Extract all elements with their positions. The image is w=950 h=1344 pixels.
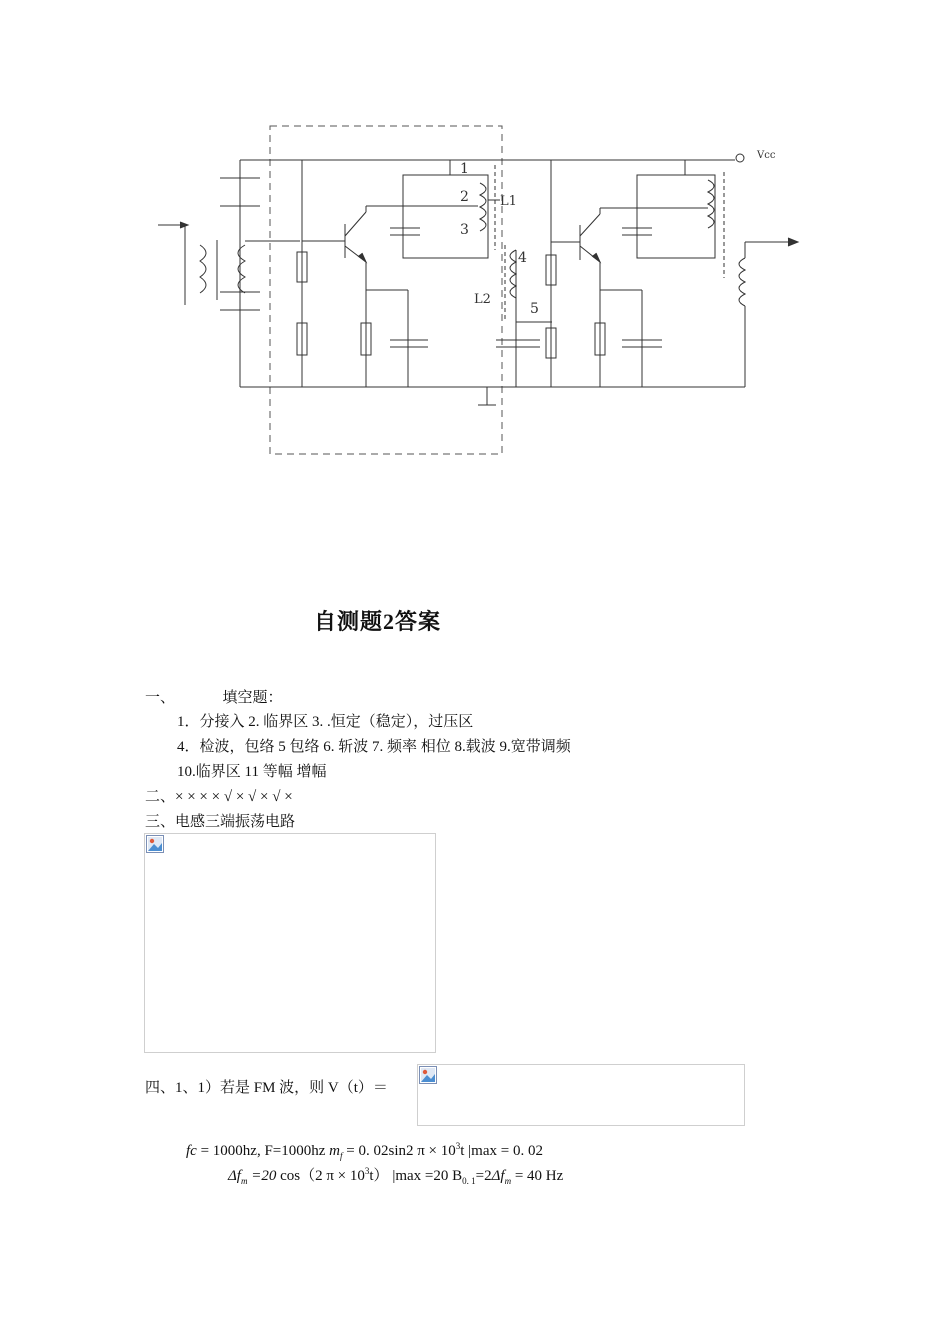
vcc-terminal [736, 154, 744, 162]
node-3-label: 3 [460, 222, 469, 238]
broken-image-placeholder [144, 833, 436, 1053]
node-5-label: 5 [530, 301, 539, 317]
l1-label: L1 [500, 194, 517, 209]
fc-symbol: fc [186, 1143, 197, 1159]
section1-number: 一、 [145, 690, 176, 706]
bandwidth-value: = 40 Hz [511, 1168, 564, 1184]
formula-line-2 [228, 1161, 563, 1191]
l2-label: L2 [474, 292, 491, 307]
b-equals: =2 [475, 1168, 492, 1184]
cos-exponent: 3 [364, 1166, 370, 1176]
section1-line2: 4．检波，包络 5 包络 6. 斩波 7. 频率 相位 8.载波 9.宽带调频 [177, 739, 571, 755]
df-symbol: Δf [228, 1168, 241, 1184]
node-2-label: 2 [460, 189, 469, 205]
mf-symbol: m [329, 1143, 340, 1159]
df-equals: =20 [247, 1168, 277, 1184]
mf-exponent: 3 [455, 1141, 461, 1151]
section2-answers: 二、× × × × √ × √ × √ × [145, 789, 293, 805]
df2-symbol: Δf [491, 1168, 505, 1184]
mf-max: t |max = 0. 02 [460, 1143, 543, 1159]
vcc-label: Vcc [757, 150, 776, 161]
oscillator-circuit-diagram [0, 0, 950, 500]
broken-image-icon [419, 1066, 437, 1084]
section3-heading: 三、电感三端振荡电路 [145, 814, 296, 830]
section1-heading [145, 688, 283, 708]
fc-values: = 1000hz, F=1000hz [196, 1143, 330, 1159]
mf-expression: = 0. 02sin2 π × 10 [342, 1143, 456, 1159]
b-subscript: 0. 1 [462, 1176, 476, 1186]
page-title: 自测题2答案 [314, 609, 442, 634]
mf-subscript: f [340, 1151, 343, 1161]
broken-image-icon [146, 835, 164, 853]
section1-line1: 1．分接入 2. 临界区 3. .恒定（稳定），过压区 [177, 714, 474, 730]
cos-expression: cos（2 π × 10 [276, 1168, 365, 1184]
formula-image-placeholder [417, 1064, 745, 1126]
df-max: |max =20 B [388, 1168, 463, 1184]
node-1-label: 1 [460, 161, 469, 177]
df-subscript: m [240, 1176, 248, 1186]
cos-tail: t） [369, 1168, 389, 1184]
section4-heading: 四、1、1）若是 FM 波，则 V（t）＝ [145, 1080, 388, 1096]
df2-subscript: m [504, 1176, 512, 1186]
section1-label: 填空题： [222, 690, 283, 706]
node-4-label: 4 [518, 250, 527, 266]
section1-line3: 10.临界区 11 等幅 增幅 [177, 764, 327, 780]
